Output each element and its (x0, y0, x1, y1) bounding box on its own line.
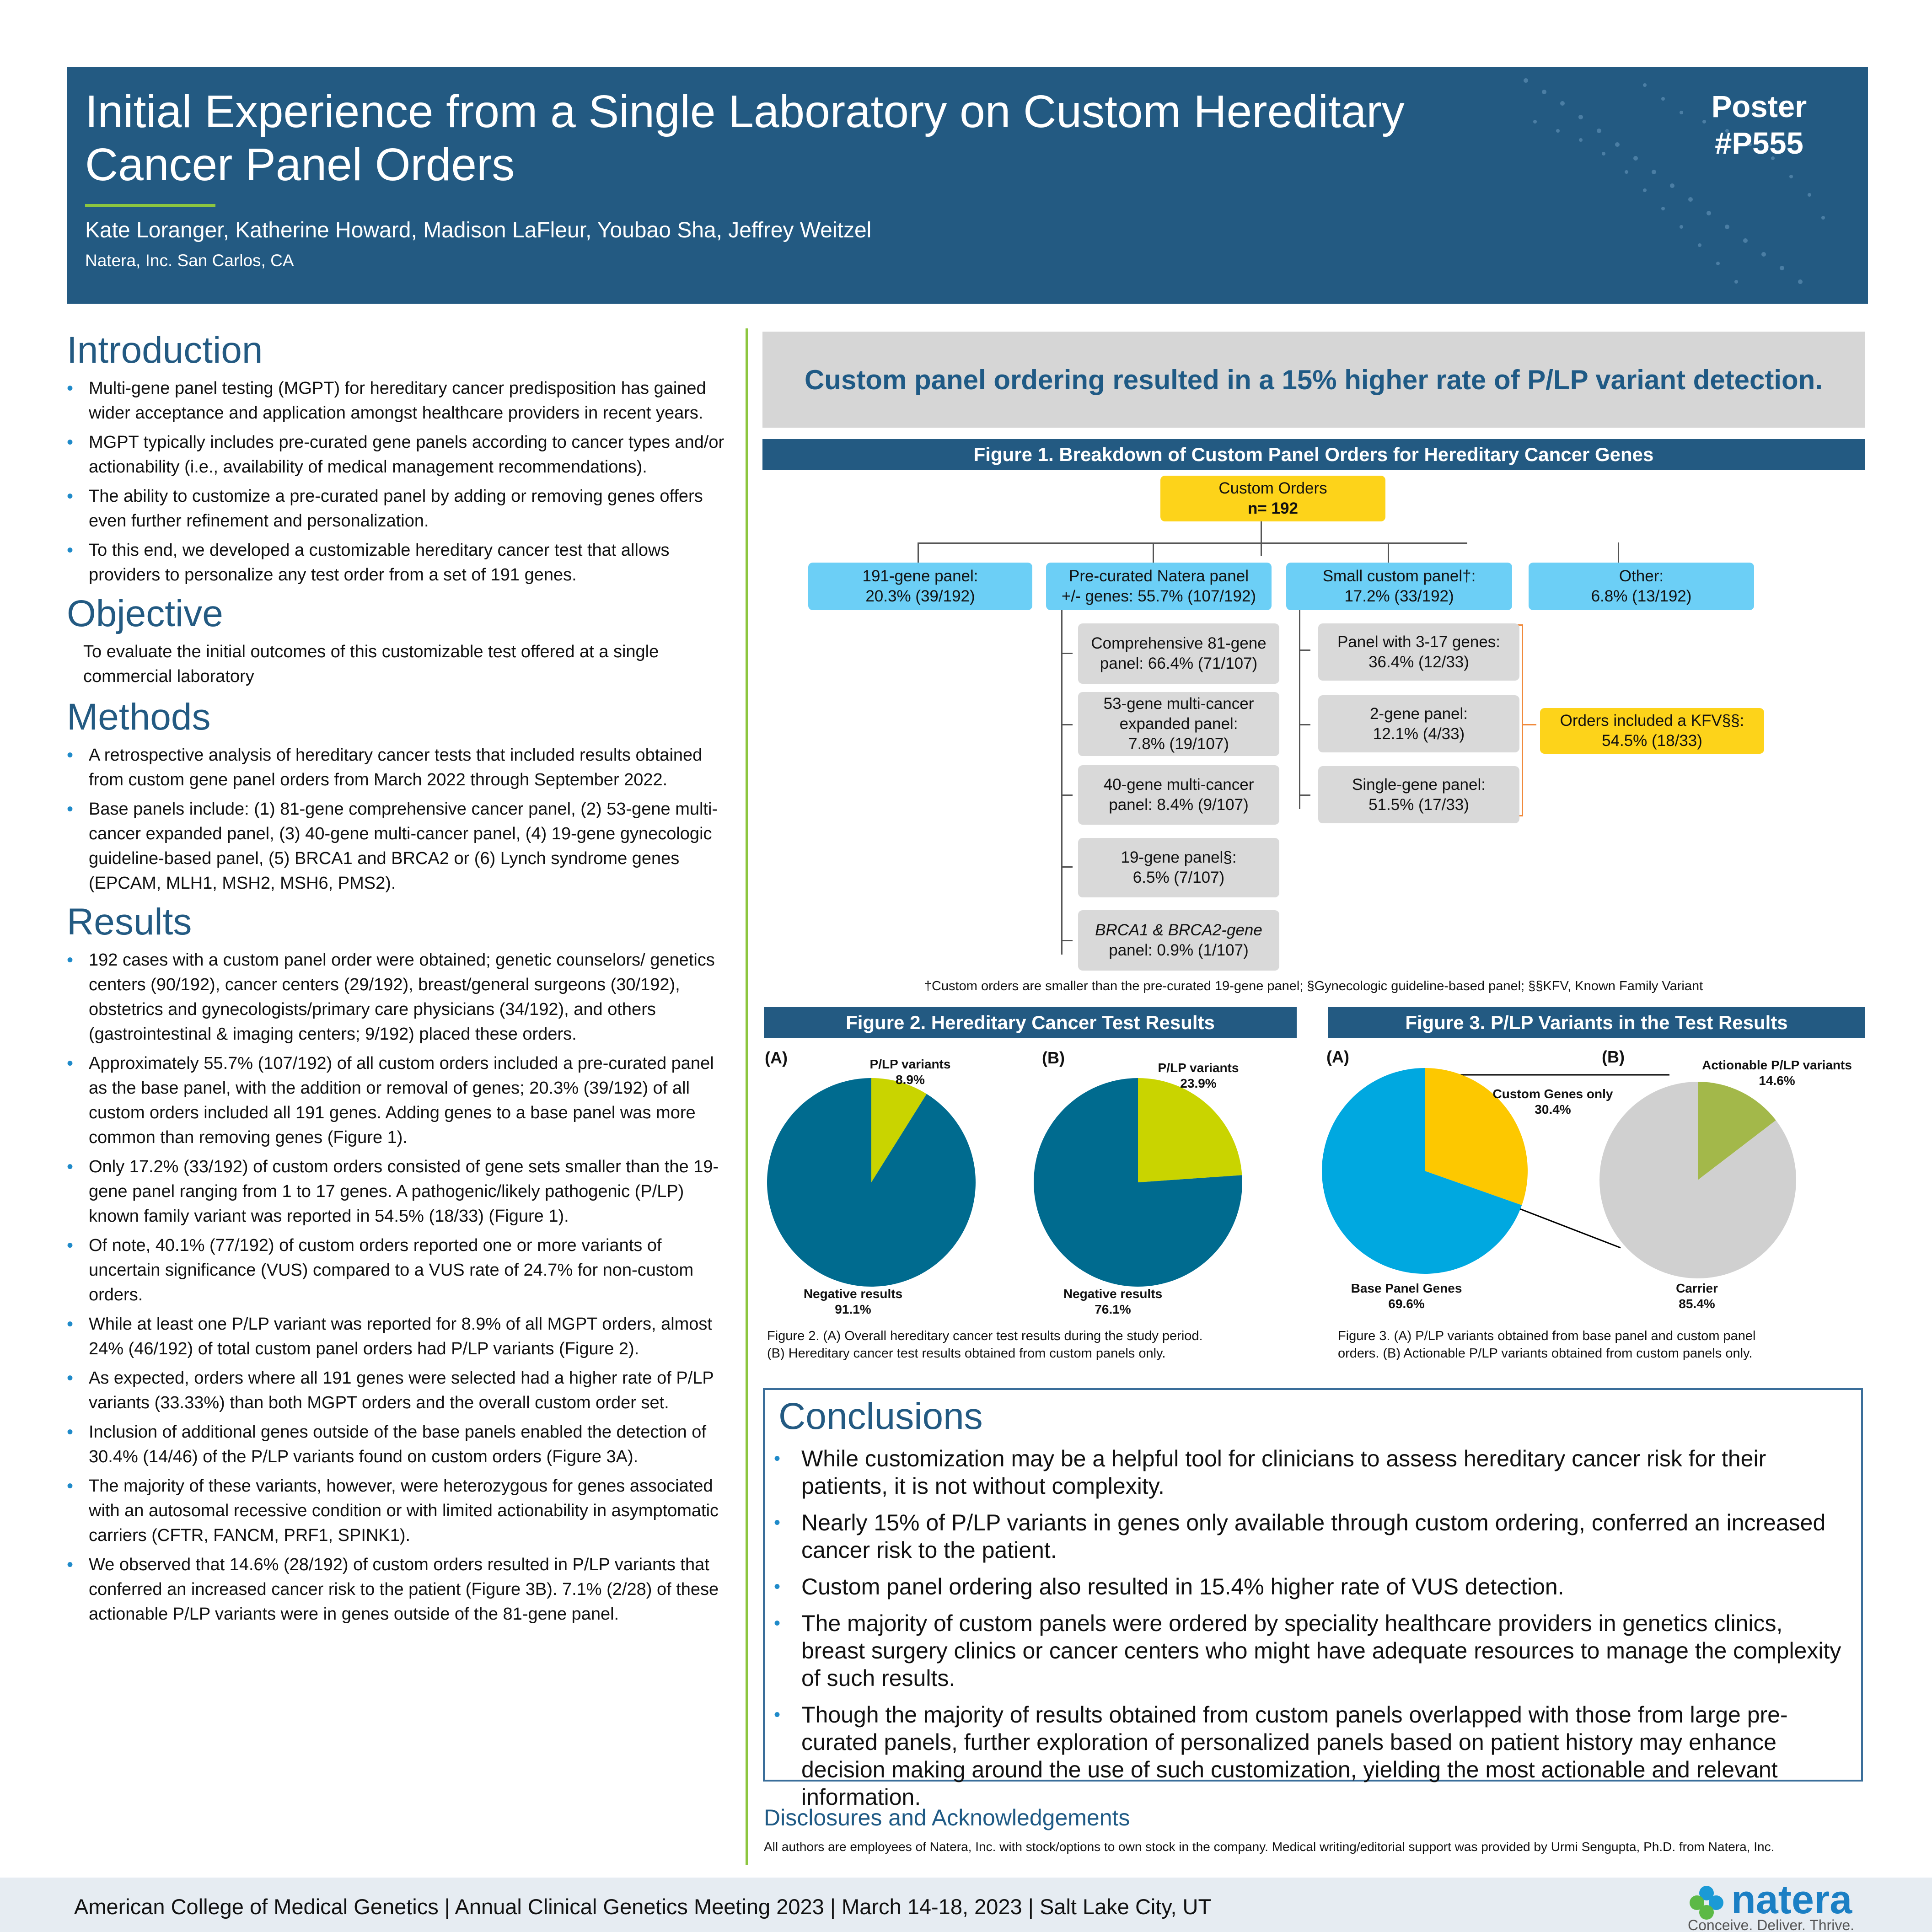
panel-label: (B) (1602, 1047, 1625, 1066)
small-custom-child-box (1318, 623, 1519, 681)
box-line: 54.5% (18/33) (1602, 732, 1702, 750)
box-line: 6.5% (7/107) (1132, 869, 1225, 886)
poster-number (1684, 89, 1835, 162)
box-line: 36.4% (12/33) (1368, 653, 1469, 671)
title-divider (85, 204, 215, 207)
connector (918, 542, 1467, 544)
pie-label-text: P/LP variants (869, 1057, 951, 1071)
box-line: +/- genes: 55.7% (107/192) (1061, 587, 1256, 605)
pre-curated-child-box (1078, 692, 1279, 756)
list-item: • Base panels include: (1) 81-gene comprehensive cancer panel, (2) 53-gene multi-cancer expanded panel, (3) 40-gene multi-cancer panel, (4) 19-gene gynecologic guideline-based panel, (5) BRCA1 and BRCA2 or (6) Lynch syndrome genes (EPCAM, MLH1, MSH2, MSH6, PMS2). (67, 797, 735, 896)
caption-line: (B) Hereditary cancer test results obtained from custom panels only. (767, 1346, 1166, 1361)
box-line: Small custom panel†: (1322, 567, 1476, 585)
custom-orders-box (1160, 476, 1385, 521)
disclosures-text: All authors are employees of Natera, Inc. with stock/options to own stock in the company. Medical writing/editorial support was provided by Urmi Sengupta, Ph.D. from Natera, Inc. (764, 1840, 1775, 1854)
poster-header (67, 67, 1868, 304)
pie-label-value: 8.9% (896, 1073, 925, 1087)
box-line: 12.1% (4/33) (1373, 724, 1465, 743)
connector (1061, 609, 1063, 955)
methods-heading: Methods (67, 696, 211, 738)
pie-label-carrier (1628, 1281, 1766, 1312)
pie-label-value: 14.6% (1759, 1073, 1795, 1088)
bracket (1522, 724, 1536, 725)
list-item: • The ability to customize a pre-curated panel by adding or removing genes offers even further refinement and personalization. (67, 484, 735, 533)
pre-curated-child-box (1078, 765, 1279, 825)
pie-slice-negative-results (767, 1078, 976, 1287)
natera-logo-icon (1688, 1884, 1725, 1921)
pie-label-text: Negative results (803, 1287, 903, 1301)
pie-label-custom (1480, 1086, 1626, 1117)
pie-label-text: Negative results (1063, 1287, 1163, 1301)
box-line: panel: 0.9% (1/107) (1109, 941, 1249, 959)
figure-2-title: Figure 2. Hereditary Cancer Test Results (764, 1007, 1297, 1038)
list-item: • A retrospective analysis of hereditary cancer tests that included results obtained from custom gene panel orders from March 2022 through September 2022. (67, 743, 735, 792)
pie-label-value: 23.9% (1180, 1076, 1217, 1090)
column-divider (746, 328, 748, 1865)
pie-label-value: 69.6% (1388, 1297, 1425, 1311)
pie-fig2a (767, 1078, 976, 1287)
box-line: 17.2% (33/192) (1344, 587, 1454, 605)
connector (918, 542, 919, 563)
box-line: 2-gene panel: (1369, 704, 1468, 723)
pie-label-text: P/LP variants (1158, 1061, 1239, 1075)
bracket (1522, 624, 1523, 816)
results-list (67, 948, 735, 1626)
small-custom-child-box (1318, 695, 1519, 752)
connector (1061, 940, 1073, 941)
list-item: • Nearly 15% of P/LP variants in genes only available through custom ordering, conferred an increased cancer risk to the patient. (774, 1509, 1849, 1564)
list-item: • As expected, orders where all 191 genes were selected had a higher rate of P/LP variants (33.33%) than both MGPT orders and the overall custom order set. (67, 1366, 735, 1415)
panel-label: (A) (1326, 1047, 1349, 1066)
pre-curated-panel-box (1046, 563, 1272, 610)
box-line: 7.8% (19/107) (1128, 735, 1229, 753)
pie-label-text: Carrier (1676, 1281, 1718, 1295)
pie-label-text: Custom Genes only (1492, 1087, 1613, 1101)
connector (1061, 794, 1073, 796)
connector (1388, 542, 1389, 563)
conclusions-box (763, 1388, 1863, 1810)
pre-curated-child-box (1078, 623, 1279, 684)
kfv-box (1540, 708, 1764, 754)
connector (1061, 724, 1073, 725)
list-item: • 192 cases with a custom panel order were obtained; genetic counselors/ genetics centers (90/192), cancer centers (29/192), breast/general surgeons (30/192), obstetrics and gynecologists/primary care physicians (34/192), and others (gastrointestinal & imaging centers; 9/192) placed these orders. (67, 948, 735, 1046)
key-finding-text: Custom panel ordering resulted in a 15% higher rate of P/LP variant detection. (804, 364, 1823, 395)
panel-label: (B) (1042, 1048, 1065, 1067)
figure-3-title: Figure 3. P/LP Variants in the Test Results (1328, 1007, 1865, 1038)
box-line: 191-gene panel: (862, 567, 978, 585)
box-line: 53-gene multi-cancer (1103, 695, 1254, 713)
connector (1299, 794, 1310, 796)
pie-fig2b (1034, 1078, 1242, 1287)
connector (1299, 649, 1310, 651)
pie-label-text: Base Panel Genes (1351, 1281, 1462, 1295)
box-line: panel: 8.4% (9/107) (1109, 796, 1249, 814)
connector (1061, 653, 1073, 654)
connector (1261, 516, 1262, 556)
title-line-2: Cancer Panel Orders (85, 139, 515, 190)
box-line: 51.5% (17/33) (1368, 795, 1469, 814)
connector (1299, 724, 1310, 725)
small-custom-panel-box (1286, 563, 1512, 610)
box-line: panel: 66.4% (71/107) (1100, 655, 1258, 672)
list-item: • Only 17.2% (33/192) of custom orders consisted of gene sets smaller than the 19-gene panel ranging from 1 to 17 genes. A pathogenic/likely pathogenic (P/LP) known family variant was reported in 54.5% (18/33) (Figure 1). (67, 1154, 735, 1229)
pie-label-text: Actionable P/LP variants (1702, 1058, 1852, 1072)
list-item: • The majority of custom panels were ordered by speciality healthcare providers in genetics clinics, breast surgery clinics or cancer centers who might have adequate resources to manage the complexity of such results. (774, 1610, 1849, 1692)
pre-curated-child-box (1078, 838, 1279, 897)
pie-label-value: 85.4% (1679, 1297, 1715, 1311)
key-finding-banner (762, 332, 1865, 428)
list-item: • To this end, we developed a customizable hereditary cancer test that allows providers to personalize any test order from a set of 191 genes. (67, 538, 735, 587)
pie-label-value: 76.1% (1095, 1302, 1131, 1316)
box-line: Comprehensive 81-gene (1091, 634, 1267, 652)
authors: Kate Loranger, Katherine Howard, Madison LaFleur, Youbao Sha, Jeffrey Weitzel (85, 218, 872, 242)
figure-1-flowchart (762, 471, 1865, 1002)
results-heading: Results (67, 901, 192, 943)
conclusions-heading: Conclusions (778, 1395, 983, 1437)
list-item: • Inclusion of additional genes outside of the base panels enabled the detection of 30.4% (14/46) of the P/LP variants found on custom orders (Figure 3A). (67, 1420, 735, 1469)
box-line: Single-gene panel: (1352, 775, 1486, 794)
list-item: • Of note, 40.1% (77/192) of custom orders reported one or more variants of uncertain significance (VUS) compared to a VUS rate of 24.7% for non-custom orders. (67, 1233, 735, 1307)
tagline: Conceive. Deliver. Thrive. (1688, 1917, 1854, 1932)
poster-id: #P555 (1715, 126, 1803, 161)
small-custom-child-box (1318, 766, 1519, 823)
list-item: • Multi-gene panel testing (MGPT) for hereditary cancer predisposition has gained wider acceptance and application amongst healthcare providers in recent years. (67, 376, 735, 425)
box-line: 6.8% (13/192) (1591, 587, 1692, 605)
box-line: 20.3% (39/192) (865, 587, 975, 605)
title-line-1: Initial Experience from a Single Laboratory on Custom Hereditary (85, 86, 1405, 137)
box-line: Other: (1619, 567, 1664, 585)
methods-list (67, 743, 735, 896)
list-item: • Though the majority of results obtained from custom panels overlapped with those from large pre-curated panels, further exploration of personalized panels based on patient history may enhance decision making around the use of such customization, yielding the most actionable and relevant information. (774, 1701, 1849, 1811)
list-item: • Approximately 55.7% (107/192) of all custom orders included a pre-curated panel as the base panel, with the addition or removal of genes; 20.3% (39/192) of all custom orders included all 191 genes. Adding genes to a base panel was more common than removing genes (Figure 1). (67, 1051, 735, 1150)
pie-label-base (1326, 1281, 1487, 1312)
caption-line: Figure 2. (A) Overall hereditary cancer test results during the study period. (767, 1329, 1203, 1343)
list-item: • Custom panel ordering also resulted in 15.4% higher rate of VUS detection. (774, 1573, 1849, 1600)
poster-title (85, 85, 1457, 191)
pie-connector-line (1514, 1207, 1621, 1248)
list-item: • While at least one P/LP variant was reported for 8.9% of all MGPT orders, almost 24% (46/192) of total custom panel orders had P/LP variants (Figure 2). (67, 1312, 735, 1361)
box-line: Orders included a KFV§§: (1560, 712, 1744, 730)
box-line: 40-gene multi-cancer (1103, 776, 1254, 794)
objective-text: To evaluate the initial outcomes of this customizable test offered at a single commercial laboratory (83, 642, 659, 686)
box-line: Pre-curated Natera panel (1069, 567, 1249, 585)
box-line: expanded panel: (1119, 715, 1238, 733)
list-item: • While customization may be a helpful tool for clinicians to assess hereditary cancer risk for their patients, it is not without complexity. (774, 1445, 1849, 1500)
pie-label-plp (842, 1057, 979, 1088)
panel-label: (A) (765, 1048, 788, 1067)
pie-label-actionable (1688, 1057, 1866, 1089)
natera-logo-text: natera (1731, 1877, 1852, 1922)
box-line: Panel with 3-17 genes: (1337, 633, 1501, 651)
pie-slice-p-lp-variants (1138, 1078, 1242, 1182)
other-box (1529, 563, 1754, 610)
caption-line: Figure 3. (A) P/LP variants obtained from base panel and custom panel (1338, 1329, 1756, 1343)
conclusions-list (774, 1445, 1849, 1820)
figure-1-footnote: †Custom orders are smaller than the pre-curated 19-gene panel; §Gynecologic guideline-based panel; §§KFV, Known Family Variant (924, 979, 1703, 993)
connector (1153, 542, 1154, 563)
pie-label-value: 91.1% (835, 1302, 871, 1316)
pie-label-value: 30.4% (1535, 1102, 1571, 1116)
box-line: 19-gene panel§: (1121, 848, 1237, 866)
left-column (67, 328, 735, 1631)
figure-2-caption (767, 1327, 1302, 1362)
intro-list (67, 376, 735, 587)
pie-label-negative (784, 1286, 922, 1317)
poster-label: Poster (1711, 90, 1807, 124)
caption-line: orders. (B) Actionable P/LP variants obtained from custom panels only. (1338, 1346, 1753, 1361)
191-gene-panel-box (808, 563, 1032, 610)
objective-heading: Objective (67, 593, 223, 634)
pie-label-plp (1130, 1060, 1267, 1091)
disclosures-heading: Disclosures and Acknowledgements (764, 1805, 1130, 1830)
connector (1299, 609, 1300, 809)
box-line: n= 192 (1248, 499, 1298, 517)
footer (0, 1878, 1932, 1932)
pie-label-negative (1044, 1286, 1181, 1317)
pre-curated-child-box (1078, 910, 1279, 971)
figure-1-title: Figure 1. Breakdown of Custom Panel Orders for Hereditary Cancer Genes (762, 439, 1865, 470)
conference-info: American College of Medical Genetics | Annual Clinical Genetics Meeting 2023 | March 14-18, 2023 | Salt Lake City, UT (74, 1894, 1212, 1919)
box-line: BRCA1 & BRCA2-gene (1095, 921, 1262, 939)
intro-heading: Introduction (67, 329, 263, 371)
list-item: • MGPT typically includes pre-curated gene panels according to cancer types and/or actionability (i.e., availability of medical management recommendations). (67, 430, 735, 479)
figure-3-caption (1338, 1327, 1855, 1362)
list-item: • We observed that 14.6% (28/192) of custom orders resulted in P/LP variants that conferred an increased cancer risk to the patient (Figure 3B). 7.1% (2/28) of these actionable P/LP variants were in genes outside of the 81-gene panel. (67, 1552, 735, 1626)
box-line: Custom Orders (1218, 479, 1327, 497)
list-item: • The majority of these variants, however, were heterozygous for genes associated with an autosomal recessive condition or with limited actionability in asymptomatic carriers (CFTR, FANCM, PRF1, SPINK1). (67, 1474, 735, 1548)
pie-fig3b (1599, 1082, 1796, 1278)
connector (1618, 542, 1619, 563)
affiliation: Natera, Inc. San Carlos, CA (85, 251, 294, 270)
connector (1061, 866, 1073, 868)
